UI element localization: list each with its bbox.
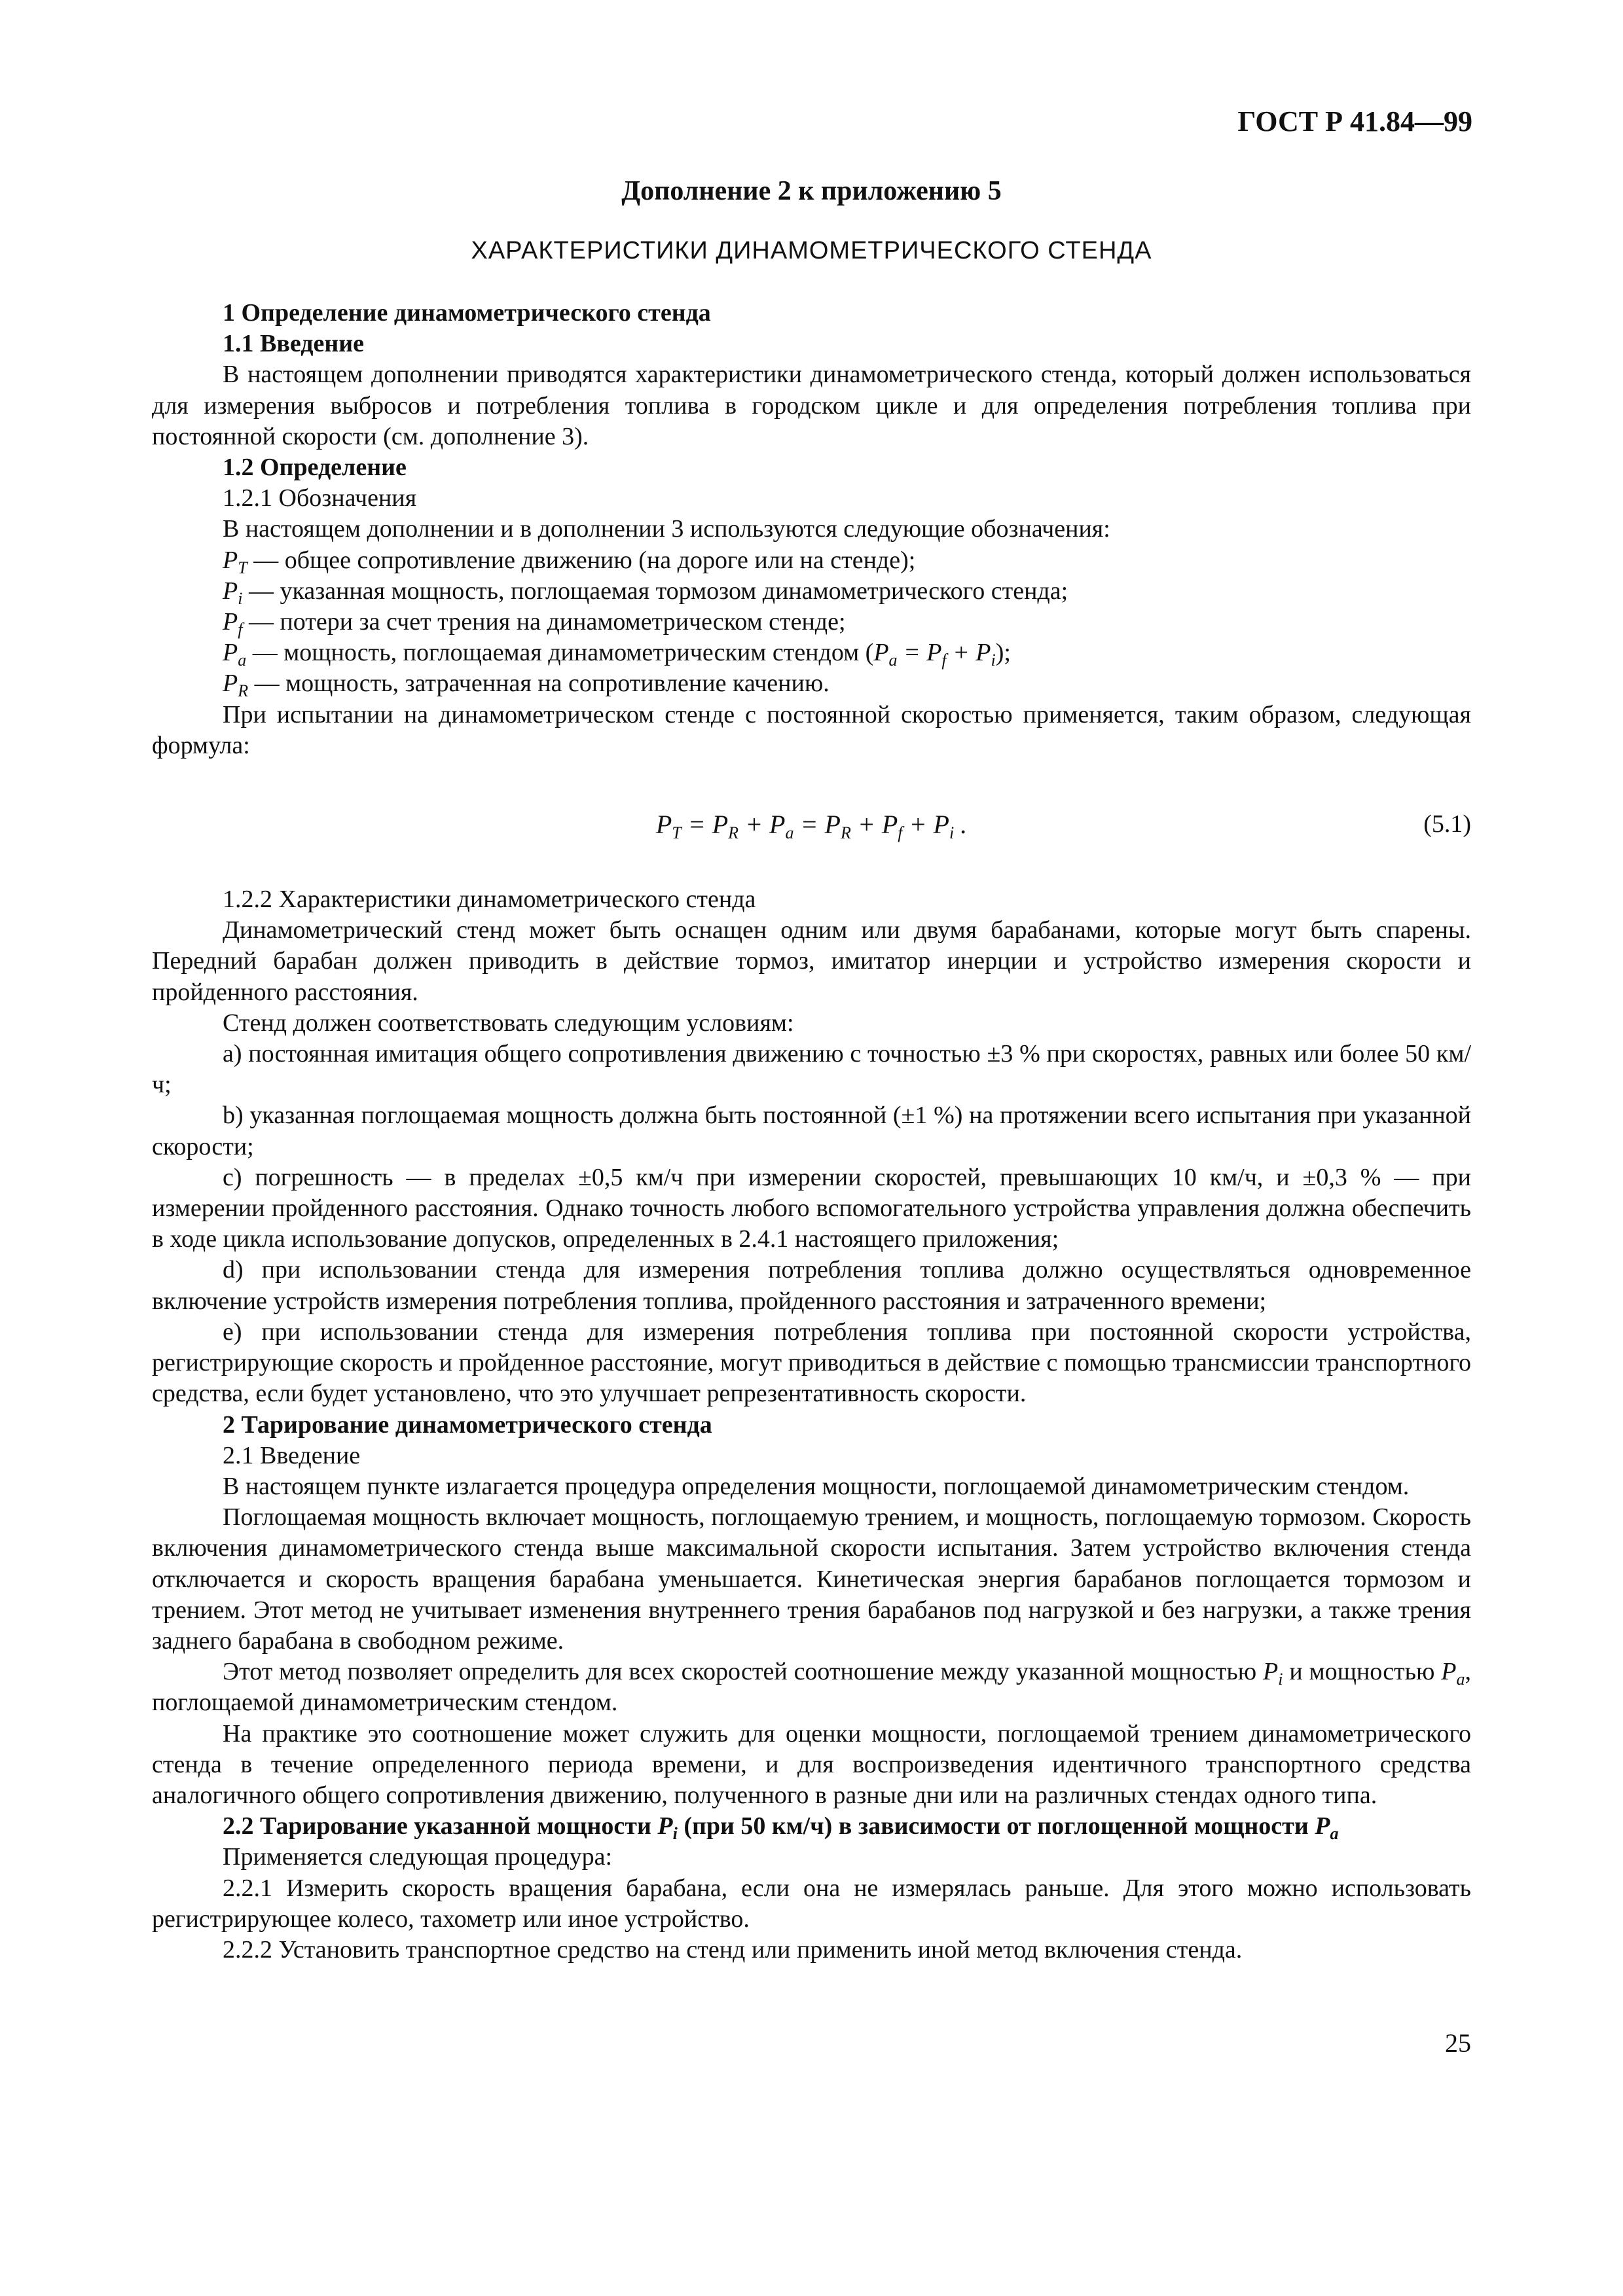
paragraph: Этот метод позволяет определить для всех скоростей соотношение между указанной мощностью $P_i$ и мощностью $P_a$, поглощаемой динамометрическим стендом. — [152, 1658, 1471, 1717]
formula: $P_T = P_R + P_a = P_R + P_f + P_i$ . — [655, 810, 968, 843]
symbol: $P_a$ — [1441, 1658, 1465, 1689]
subsection-heading: 2.2 Тарирование указанной мощности $P_i$ (при 50 км/ч) в зависимости от поглощенной мощности $P_a$ — [223, 1812, 1339, 1844]
subsection-heading: 2.1 Введение — [223, 1441, 361, 1469]
list-item: d) при использовании стенда для измерения потребления топлива должно осуществляться одновременное включение устройств измерения потребления топлива, пройденного расстояния и затраченного времени; — [152, 1256, 1471, 1315]
list-item: c) погрешность — в пределах ±0,5 км/ч при измерении скоростей, превышающих 10 км/ч, и ±0,3 % — при измерении пройденного расстояния. Однако точность любого вспомогательного устройства управления должна обеспечить в ходе цикла использование допусков, определенных в 2.4.1 настоящего приложения; — [152, 1163, 1471, 1253]
paragraph: В настоящем дополнении и в дополнении 3 используются следующие обозначения: — [223, 515, 1110, 543]
symbol: $P_i$ — [657, 1812, 678, 1844]
section-heading: 1 Определение динамометрического стенда — [223, 299, 711, 327]
formula-number: (5.1) — [1423, 810, 1471, 838]
inline-formula: $P_a = P_f + P_i$ — [873, 639, 996, 670]
definition-pf: $P_f$ — потери за счет трения на динамометрическом стенде; — [223, 608, 846, 639]
main-title: ХАРАКТЕРИСТИКИ ДИНАМОМЕТРИЧЕСКОГО СТЕНДА — [471, 237, 1152, 264]
paragraph: В настоящем дополнении приводятся характеристики динамометрического стенда, который должен использоваться для измерения выбросов и потребления топлива в городском цикле и для определения потребления топлива при постоянной скорости (см. дополнение 3). — [152, 361, 1471, 450]
paragraph: 2.2.1 Измерить скорость вращения барабана, если она не измерялась раньше. Для этого можно использовать регистрирующее колесо, тахометр или иное устройство. — [152, 1874, 1471, 1933]
list-item: b) указанная поглощаемая мощность должна быть постоянной (±1 %) на протяжении всего испытания при указанной скорости; — [152, 1102, 1471, 1160]
list-item: e) при использовании стенда для измерения потребления топлива при постоянной скорости устройства, регистрирующие скорость и пройденное расстояние, могут приводиться в действие с помощью трансмиссии транспортного средства, если будет установлено, что это улучшает репрезентативность скорости. — [152, 1318, 1471, 1408]
paragraph: Поглощаемая мощность включает мощность, поглощаемую трением, и мощность, поглощаемую тормозом. Скорость включения динамометрического стенда выше максимальной скорости испытания. Затем устройство включения стенда отключается и скорость вращения барабана уменьшается. Кинетическая энергия барабанов поглощается тормозом и трением. Этот метод не учитывает изменения внутреннего трения барабанов под нагрузкой и без нагрузки, а также трения заднего барабана в свободном режиме. — [152, 1503, 1471, 1655]
list-item: a) постоянная имитация общего сопротивления движению с точностью ±3 % при скоростях, равных или более 50 км/ч; — [152, 1040, 1471, 1099]
supplement-title: Дополнение 2 к приложению 5 — [621, 176, 1002, 206]
paragraph: На практике это соотношение может служить для оценки мощности, поглощаемой трением динамометрического стенда в течение определенного периода времени, и для воспроизведения идентичного транспортного средства аналогичного общего сопротивления движению, полученного в разные дни или на различных стендах одного типа. — [152, 1719, 1471, 1809]
paragraph: Стенд должен соответствовать следующим условиям: — [223, 1009, 794, 1037]
document-code: ГОСТ Р 41.84—99 — [1237, 105, 1472, 137]
symbol: $P_a$ — [223, 639, 247, 670]
definition-pr: $P_R$ — мощность, затраченная на сопротивление качению. — [223, 670, 830, 701]
subsection-heading: 1.2.1 Обозначения — [223, 484, 417, 512]
subsection-heading: 1.2 Определение — [223, 454, 407, 482]
definition-pa: $P_a$ — мощность, поглощаемая динамометрическим стендом $(P_a = P_f + P_i)$; — [223, 639, 1011, 670]
paragraph: В настоящем пункте излагается процедура определения мощности, поглощаемой динамометрическим стендом. — [223, 1472, 1410, 1500]
body-text — [152, 298, 1471, 1965]
formula-row — [152, 792, 1471, 853]
subsection-heading: 1.1 Введение — [223, 330, 364, 358]
symbol: $P_f$ — [223, 608, 243, 639]
symbol: $P_T$ — [223, 546, 247, 577]
paragraph: 2.2.2 Установить транспортное средство на стенд или применить иной метод включения стенда. — [223, 1935, 1243, 1964]
symbol: $P_a$ — [1315, 1812, 1339, 1844]
symbol: $P_i$ — [223, 577, 243, 608]
definition-pt: $P_T$ — общее сопротивление движению (на дороге или на стенде); — [223, 546, 916, 577]
symbol: $P_R$ — [223, 670, 249, 701]
subsection-heading: 1.2.2 Характеристики динамометрического стенда — [223, 886, 756, 914]
symbol: $P_i$ — [1263, 1658, 1283, 1689]
paragraph: Применяется следующая процедура: — [223, 1843, 613, 1871]
section-heading: 2 Тарирование динамометрического стенда — [223, 1410, 712, 1439]
page-number: 25 — [1445, 2028, 1471, 2058]
paragraph: Динамометрический стенд может быть оснащен одним или двумя барабанами, которые могут быть спарены. Передний барабан должен приводить в действие тормоз, имитатор инерции и устройство измерения скорости и пройденного расстояния. — [152, 916, 1471, 1006]
paragraph: При испытании на динамометрическом стенде с постоянной скоростью применяется, таким образом, следующая формула: — [152, 700, 1471, 759]
definition-pi: $P_i$ — указанная мощность, поглощаемая тормозом динамометрического стенда; — [223, 577, 1068, 608]
